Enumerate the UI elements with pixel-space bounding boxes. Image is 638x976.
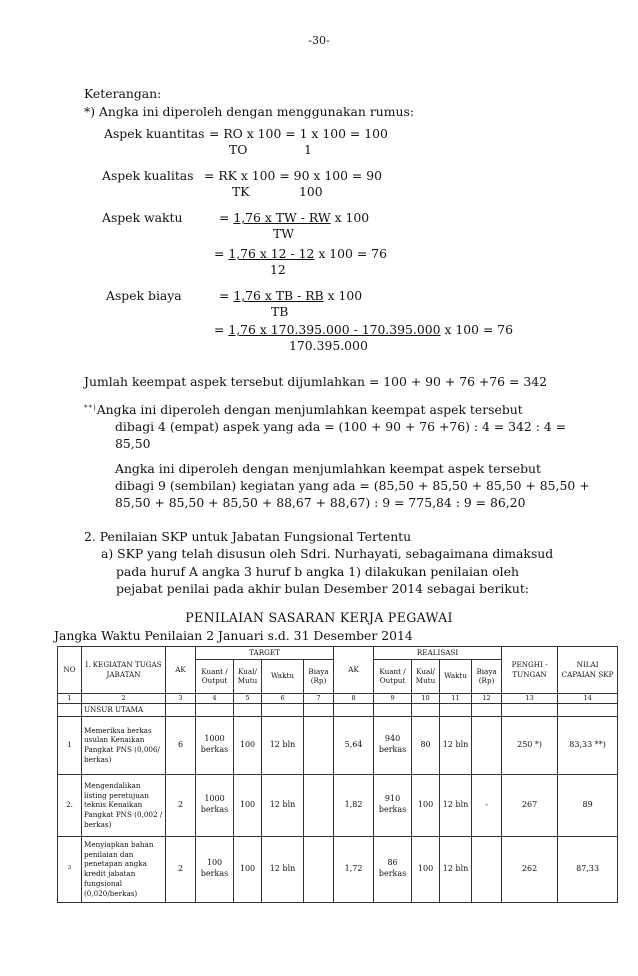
row-realisasi-kual: 80 <box>412 716 440 774</box>
row-target-kuant: 100 berkas <box>196 836 234 902</box>
row-ak-realisasi: 1,72 <box>334 836 374 902</box>
row-target-waktu: 12 bln <box>262 836 304 902</box>
header-target-biaya: Biaya (Rp) <box>304 659 334 693</box>
row-target-kual: 100 <box>234 716 262 774</box>
kuantitas-denominator-symbol: TO <box>229 142 248 157</box>
assessment-period: Jangka Waktu Penilaian 2 Januari s.d. 31 Desember 2014 <box>54 628 413 643</box>
header-realisasi-waktu: Waktu <box>440 659 472 693</box>
column-number: 2 <box>82 693 166 703</box>
row-target-biaya <box>304 836 334 902</box>
note-1-intro: *) Angka ini diperoleh dengan menggunakan rumus: <box>84 104 414 119</box>
section-2a-line-3: pejabat penilai pada akhir bulan Desember 2014 sebagai berikut: <box>116 581 529 596</box>
row-target-kual: 100 <box>234 836 262 902</box>
skp-assessment-table <box>57 646 618 903</box>
column-number: 12 <box>472 693 502 703</box>
waktu-formula-2: = 1,76 x 12 - 12 x 100 = 76 <box>214 246 387 261</box>
kualitas-denominator-value: 100 <box>299 184 323 199</box>
header-nilai-capaian: NILAI CAPAIAN SKP <box>558 647 618 694</box>
row-target-kuant: 1000 berkas <box>196 774 234 836</box>
column-number: 9 <box>374 693 412 703</box>
waktu-formula-1-numerator: 1,76 x TW - RW <box>233 210 331 225</box>
row-realisasi-kuant: 940 berkas <box>374 716 412 774</box>
row-penghitungan: 262 <box>502 836 558 902</box>
row-ak: 6 <box>166 716 196 774</box>
row-kegiatan: Mengendalikan listing peretujuan teknis Kenaikan Pangkat PNS (0,002 / berkas) <box>82 774 166 836</box>
table-row <box>58 774 618 836</box>
header-realisasi: REALISASI <box>374 647 502 660</box>
biaya-formula-2-denominator: 170.395.000 <box>289 338 368 353</box>
row-realisasi-kuant: 86 berkas <box>374 836 412 902</box>
row-penghitungan: 267 <box>502 774 558 836</box>
note-2-line-2: dibagi 4 (empat) aspek yang ada = (100 + 90 + 76 +76) : 4 = 342 : 4 = <box>115 419 567 434</box>
row-kegiatan: Memeriksa berkas usulan Kenaikan Pangkat PNS (0,006/ berkas) <box>82 716 166 774</box>
waktu-formula-1-denominator: TW <box>273 226 294 241</box>
row-no: 1 <box>58 716 82 774</box>
biaya-formula-2-numerator: 1,76 x 170.395.000 - 170.395.000 <box>228 322 441 337</box>
row-nilai-capaian: 89 <box>558 774 618 836</box>
column-number: 6 <box>262 693 304 703</box>
column-number: 4 <box>196 693 234 703</box>
kualitas-label: Aspek kualitas <box>102 168 194 183</box>
section-label: UNSUR UTAMA <box>82 703 166 716</box>
kualitas-denominator-symbol: TK <box>232 184 250 199</box>
row-target-waktu: 12 bln <box>262 774 304 836</box>
row-no: 3 <box>58 836 82 902</box>
column-number: 10 <box>412 693 440 703</box>
keterangan-heading: Keterangan: <box>84 86 162 101</box>
header-realisasi-kual: Kual/ Mutu <box>412 659 440 693</box>
row-ak-realisasi: 1,82 <box>334 774 374 836</box>
row-realisasi-kual: 100 <box>412 836 440 902</box>
jumlah-sentence: Jumlah keempat aspek tersebut dijumlahkan = 100 + 90 + 76 +76 = 342 <box>84 374 547 389</box>
table-row <box>58 836 618 902</box>
page-number: -30- <box>308 34 330 47</box>
header-ak-realisasi: AK <box>334 647 374 694</box>
waktu-formula-2-numerator: 1,76 x 12 - 12 <box>228 246 315 261</box>
row-ak: 2 <box>166 774 196 836</box>
biaya-label: Aspek biaya <box>106 288 182 303</box>
row-nilai-capaian: 87,33 <box>558 836 618 902</box>
header-penghitungan: PENGHI -TUNGAN <box>502 647 558 694</box>
note-3-line-3: 85,50 + 85,50 + 85,50 + 88,67 + 88,67) : 9 = 775,84 : 9 = 86,20 <box>115 495 526 510</box>
row-ak: 2 <box>166 836 196 902</box>
row-realisasi-biaya <box>472 836 502 902</box>
note-3-line-2: dibagi 9 (sembilan) kegiatan yang ada = (85,50 + 85,50 + 85,50 + 85,50 + <box>115 478 590 493</box>
header-realisasi-kuant: Kuant / Output <box>374 659 412 693</box>
row-target-waktu: 12 bln <box>262 716 304 774</box>
table-title: PENILAIAN SASARAN KERJA PEGAWAI <box>185 610 453 625</box>
waktu-formula-2-denominator: 12 <box>270 262 286 277</box>
row-penghitungan: 250 *) <box>502 716 558 774</box>
kuantitas-formula: = RO x 100 = 1 x 100 = 100 <box>209 126 388 141</box>
biaya-formula-1-denominator: TB <box>271 304 289 319</box>
table-header-row-1 <box>58 647 618 660</box>
biaya-formula-1: = 1,76 x TB - RB x 100 <box>219 288 363 303</box>
header-no: NO <box>58 647 82 694</box>
column-number: 1 <box>58 693 82 703</box>
row-kegiatan: Menyiapkan bahan penilaian dan penetapan angka kredit jabatan fungsional (0,020/berkas) <box>82 836 166 902</box>
column-number: 3 <box>166 693 196 703</box>
kuantitas-denominator-value: 1 <box>304 142 312 157</box>
row-realisasi-waktu: 12 bln <box>440 716 472 774</box>
section-2a-line-2: pada huruf A angka 3 huruf b angka 1) dilakukan penilaian oleh <box>116 564 519 579</box>
header-target-kuant: Kuant / Output <box>196 659 234 693</box>
row-realisasi-biaya: - <box>472 774 502 836</box>
row-no: 2. <box>58 774 82 836</box>
header-realisasi-biaya: Biaya (Rp) <box>472 659 502 693</box>
row-realisasi-kuant: 910 berkas <box>374 774 412 836</box>
section-2a-line-1: a) SKP yang telah disusun oleh Sdri. Nurhayati, sebagaimana dimaksud <box>101 546 554 561</box>
table-row <box>58 716 618 774</box>
header-target-kual: Kual/ Mutu <box>234 659 262 693</box>
row-target-biaya <box>304 716 334 774</box>
column-number-row <box>58 693 618 703</box>
row-target-kuant: 1000 berkas <box>196 716 234 774</box>
column-number: 13 <box>502 693 558 703</box>
biaya-formula-2: = 1,76 x 170.395.000 - 170.395.000 x 100 = 76 <box>214 322 514 337</box>
row-nilai-capaian: 83,33 **) <box>558 716 618 774</box>
header-target: TARGET <box>196 647 334 660</box>
header-target-waktu: Waktu <box>262 659 304 693</box>
column-number: 8 <box>334 693 374 703</box>
row-realisasi-waktu: 12 bln <box>440 774 472 836</box>
kualitas-formula: = RK x 100 = 90 x 100 = 90 <box>204 168 382 183</box>
waktu-label: Aspek waktu <box>102 210 183 225</box>
section-2-heading: 2. Penilaian SKP untuk Jabatan Fungsional Tertentu <box>84 529 412 544</box>
column-number: 11 <box>440 693 472 703</box>
column-number: 7 <box>304 693 334 703</box>
row-realisasi-waktu: 12 bln <box>440 836 472 902</box>
waktu-formula-1: = 1,76 x TW - RW x 100 <box>219 210 370 225</box>
row-ak-realisasi: 5,64 <box>334 716 374 774</box>
note-2-marker: **) <box>84 404 97 412</box>
column-number: 14 <box>558 693 618 703</box>
header-ak: AK <box>166 647 196 694</box>
row-realisasi-kual: 100 <box>412 774 440 836</box>
row-target-biaya <box>304 774 334 836</box>
kuantitas-label: Aspek kuantitas <box>104 126 205 141</box>
header-kegiatan: I. KEGIATAN TUGAS JABATAN <box>82 647 166 694</box>
note-3-line-1: Angka ini diperoleh dengan menjumlahkan keempat aspek tersebut <box>115 461 541 476</box>
note-2-line-1: **)Angka ini diperoleh dengan menjumlahkan keempat aspek tersebut <box>84 402 523 417</box>
row-target-kual: 100 <box>234 774 262 836</box>
column-number: 5 <box>234 693 262 703</box>
section-row-unsur-utama <box>58 703 618 716</box>
biaya-formula-1-numerator: 1,76 x TB - RB <box>233 288 324 303</box>
note-2-line-3: 85,50 <box>115 436 151 451</box>
row-realisasi-biaya <box>472 716 502 774</box>
